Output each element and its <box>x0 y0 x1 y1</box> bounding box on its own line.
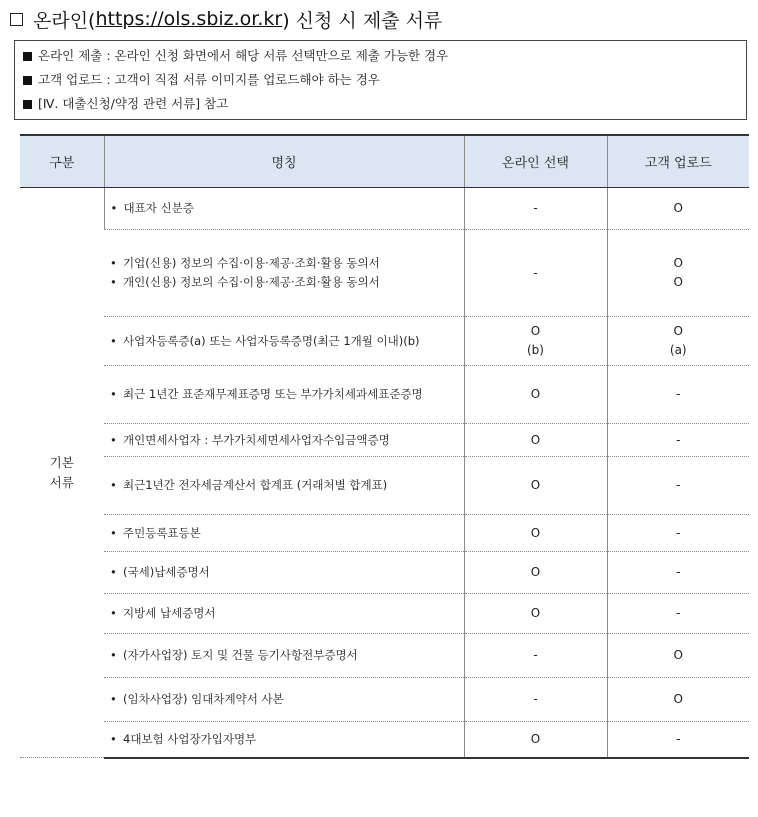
note-text: 고객 업로드 : 고객이 직접 서류 이미지를 업로드해야 하는 경우 <box>38 72 380 87</box>
document-name: 개인면세사업자 : 부가가치세면세사업자수입금액증명 <box>123 432 390 447</box>
document-name: 4대보험 사업장가입자명부 <box>123 731 257 746</box>
customer-upload-cell <box>607 678 749 722</box>
black-square-bullet-icon <box>23 52 32 61</box>
header-name: 명칭 <box>104 135 464 188</box>
bullet-icon: • <box>110 525 117 540</box>
mark-value: - <box>533 201 538 215</box>
document-name-cell <box>104 457 464 515</box>
document-name-cell <box>104 424 464 457</box>
bullet-icon: • <box>110 275 117 289</box>
table-row <box>20 678 749 722</box>
document-name: 주민등록표등본 <box>123 525 201 540</box>
section-title <box>10 4 442 34</box>
black-square-bullet-icon <box>23 100 32 109</box>
document-item <box>110 690 458 709</box>
note-text: 온라인 제출 : 온라인 신청 화면에서 해당 서류 선택만으로 제출 가능한 경우 <box>38 48 449 63</box>
document-item <box>110 476 458 495</box>
table-row <box>20 552 749 594</box>
document-name: 최근1년간 전자세금계산서 합계표 (거래처별 합계표) <box>123 478 388 492</box>
documents-table <box>20 134 749 759</box>
note-reference <box>23 92 738 116</box>
bullet-icon: • <box>110 606 117 620</box>
mark-value: O <box>673 692 683 706</box>
table-row <box>20 457 749 515</box>
document-name: (자가사업장) 토지 및 건물 등기사항전부증명서 <box>123 648 358 662</box>
document-item <box>110 563 458 582</box>
mark-value: - <box>676 565 681 579</box>
document-item <box>110 431 458 450</box>
mark-value: - <box>676 606 681 620</box>
mark-value: (a) <box>669 343 687 357</box>
mark-value: O <box>673 275 683 289</box>
bullet-icon: • <box>110 256 117 270</box>
document-name-cell <box>104 634 464 678</box>
online-select-cell <box>464 424 607 457</box>
document-name-cell <box>104 366 464 424</box>
mark-value: O <box>673 256 683 270</box>
bullet-icon: • <box>110 432 117 447</box>
mark-value: O <box>530 731 541 746</box>
document-name: 사업자등록증(a) 또는 사업자등록증명(최근 1개월 이내)(b) <box>123 333 420 348</box>
document-name-cell <box>104 317 464 366</box>
category-cell <box>20 188 104 758</box>
document-name-cell <box>104 678 464 722</box>
mark-value: O <box>673 201 683 215</box>
mark-value: O <box>530 324 541 338</box>
document-item <box>110 730 458 749</box>
customer-upload-cell <box>607 188 749 230</box>
table-row <box>20 594 749 634</box>
online-select-cell <box>464 515 607 552</box>
header-category: 구분 <box>20 135 104 188</box>
black-square-bullet-icon <box>23 76 32 85</box>
table-row <box>20 515 749 552</box>
bullet-icon: • <box>110 565 117 579</box>
table-row <box>20 188 749 230</box>
document-name: 대표자 신분증 <box>123 201 194 215</box>
bullet-icon: • <box>110 387 117 401</box>
customer-upload-cell <box>607 515 749 552</box>
online-select-cell <box>464 594 607 634</box>
table-row <box>20 366 749 424</box>
table-row <box>20 317 749 366</box>
mark-value: - <box>533 648 538 662</box>
document-item <box>110 646 458 665</box>
mark-value: O <box>673 324 683 338</box>
document-name-cell <box>104 594 464 634</box>
customer-upload-cell <box>607 424 749 457</box>
bullet-icon: • <box>110 333 117 348</box>
document-item <box>111 199 458 218</box>
website-link[interactable]: https://ols.sbiz.or.kr <box>95 8 283 30</box>
document-name: 기업(신용) 정보의 수집·이용·제공·조회·활용 동의서 <box>123 256 380 270</box>
category-label: 기본 <box>49 454 74 470</box>
header-online-select: 온라인 선택 <box>464 135 607 188</box>
document-name: (임차사업장) 임대차계약서 사본 <box>123 692 284 706</box>
customer-upload-cell <box>607 594 749 634</box>
document-item <box>110 273 458 292</box>
document-name: 지방세 납세증명서 <box>123 606 216 620</box>
online-select-cell <box>464 188 607 230</box>
title-prefix: 온라인( <box>33 9 96 32</box>
mark-value: - <box>676 387 681 401</box>
mark-value: O <box>530 565 541 579</box>
document-name-cell <box>104 515 464 552</box>
bullet-icon: • <box>110 731 117 746</box>
bullet-icon: • <box>110 648 117 662</box>
checkbox-square-icon <box>10 13 23 26</box>
document-item <box>110 524 458 543</box>
bullet-icon: • <box>110 692 117 706</box>
document-name: 개인(신용) 정보의 수집·이용·제공·조회·활용 동의서 <box>123 275 380 289</box>
online-select-cell <box>464 552 607 594</box>
note-online-submit <box>23 44 738 68</box>
document-name-cell <box>104 188 464 230</box>
mark-value: - <box>533 265 538 280</box>
table-row <box>20 722 749 758</box>
customer-upload-cell <box>607 634 749 678</box>
online-select-cell <box>464 457 607 515</box>
document-item <box>110 254 458 273</box>
document-name-cell <box>104 552 464 594</box>
mark-value: - <box>676 731 681 746</box>
title-suffix: ) 신청 시 제출 서류 <box>282 9 443 32</box>
mark-value: - <box>676 478 681 492</box>
online-select-cell <box>464 366 607 424</box>
table-row <box>20 424 749 457</box>
table-row <box>20 230 749 317</box>
mark-value: O <box>673 648 683 662</box>
mark-value: O <box>530 525 541 540</box>
notes-box <box>14 40 747 120</box>
customer-upload-cell <box>607 230 749 317</box>
document-item <box>110 385 458 404</box>
mark-value: O <box>530 478 541 492</box>
mark-value: O <box>530 387 541 401</box>
document-item <box>110 604 458 623</box>
category-label: 서류 <box>49 474 74 490</box>
bullet-icon: • <box>110 201 118 215</box>
document-name-cell <box>104 722 464 758</box>
mark-value: - <box>533 692 538 706</box>
mark-value: O <box>530 606 541 620</box>
customer-upload-cell <box>607 366 749 424</box>
table-header-row <box>20 135 749 188</box>
note-text: [Ⅳ. 대출신청/약정 관련 서류] 참고 <box>38 96 229 111</box>
document-name-cell <box>104 230 464 317</box>
document-name: 최근 1년간 표준재무제표증명 또는 부가가치세과세표준증명 <box>123 387 423 401</box>
table-row <box>20 634 749 678</box>
mark-value: - <box>676 432 681 447</box>
customer-upload-cell <box>607 457 749 515</box>
document-name: (국세)납세증명서 <box>123 565 210 579</box>
customer-upload-cell <box>607 317 749 366</box>
document-item <box>110 332 458 351</box>
header-customer-upload: 고객 업로드 <box>607 135 749 188</box>
note-customer-upload <box>23 68 738 92</box>
mark-value: O <box>530 432 541 447</box>
mark-value: (b) <box>527 343 544 357</box>
bullet-icon: • <box>110 478 117 492</box>
online-select-cell <box>464 634 607 678</box>
online-select-cell <box>464 678 607 722</box>
online-select-cell <box>464 230 607 317</box>
mark-value: - <box>676 525 681 540</box>
online-select-cell <box>464 722 607 758</box>
customer-upload-cell <box>607 552 749 594</box>
online-select-cell <box>464 317 607 366</box>
customer-upload-cell <box>607 722 749 758</box>
